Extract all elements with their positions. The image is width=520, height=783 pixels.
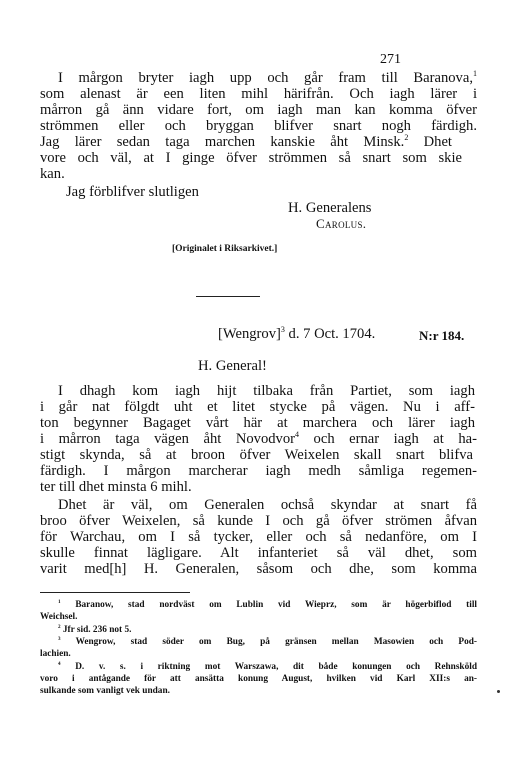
footnote-3-text: Wengrow, stad söder om Bug, på gränsen mellan Masowien och Pod- (75, 637, 478, 647)
letter1-salutation: H. Generalens (288, 200, 372, 216)
footnote-ref-4: 4 (295, 430, 300, 440)
letter2-p1-line-2: i går nat fölgdt uht et litet stycke på vägen. Nu i aff- (40, 399, 475, 415)
letter2-place: [Wengrov] (218, 326, 281, 342)
footnote-1-number: 1 (58, 598, 61, 605)
letter2-p1-line-4-text: i mårron taga vägen åht Novodvor (40, 431, 295, 447)
letter1-line-5-text: Jag lärer sedan taga marchen kanskie åht Minsk. (40, 134, 405, 150)
letter2-date: d. 7 Oct. 1704. (284, 326, 376, 342)
letter2-p1-line-4-tail: och ernar iagh at ha- (299, 431, 477, 447)
letter2-p2-line-3: för Warchau, om I så tycker, eller och så nedanföre, om I (40, 529, 477, 545)
footnote-4-line-2: voro i antågande för att ansätta konung August, hvilken vid Karl XII:s an- (40, 674, 477, 684)
source-note: [Originalet i Riksarkivet.] (172, 244, 278, 254)
page-number: 271 (380, 52, 401, 67)
footnote-2-number: 2 (58, 623, 61, 630)
footnote-3-number: 3 (58, 635, 61, 642)
letter1-line-5 (40, 134, 452, 150)
footnote-2-text: Jfr sid. 236 not 5. (62, 625, 132, 635)
letter2-p1-line-6: färdigh. I mårgon marcherar iagh medh såmliga regemen- (40, 463, 477, 479)
letter1-line-5-tail: Dhet (408, 134, 452, 150)
footnote-2-line-1 (58, 625, 495, 637)
letter2-p2-line-1: Dhet är väl, om Generalen ochså skyndar at snart få (58, 497, 477, 513)
footnote-4-line-3: sulkande som vanligt vek undan. (40, 686, 170, 696)
footnote-ref-2: 2 (404, 133, 409, 143)
margin-mark (497, 690, 500, 693)
letter1-line-1-text: I mårgon bryter iagh upp och går fram till Baranova, (58, 70, 473, 86)
footnote-ref-3: 3 (280, 325, 285, 335)
letter1-line-3: mårron gå änn vidare fort, om iagh man kan komma öfver (40, 102, 477, 118)
letter2-p2-line-4: skulle finnat lägligare. Alt infanteriet så väl dhet, som (40, 545, 477, 561)
letter1-line-7: kan. (40, 166, 65, 182)
letter2-number-label: N:r (419, 328, 439, 343)
letter2-p1-line-3: ton begynner Bagaget vårt här at marchera och lärer iagh (40, 415, 475, 431)
footnote-1-text: Baranow, stad nordväst om Lublin vid Wieprz, som är högerbiflod till (75, 600, 477, 610)
footnote-1-line-2: Weichsel. (40, 612, 78, 622)
footnote-3-line-1 (58, 637, 477, 649)
footnote-4-number: 4 (58, 660, 61, 667)
letter2-p1-line-1: I dhagh kom iagh hijt tilbaka från Partiet, som iagh (58, 383, 475, 399)
letter2-number (419, 328, 464, 344)
footnote-1-line-1 (58, 600, 477, 612)
footnote-3-line-2: lachien. (40, 649, 71, 659)
letter1-line-1 (58, 70, 477, 86)
letter1-signature: Carolus. (316, 216, 367, 231)
letter1-line-2: som alenast är een liten mihl härifrån. Och iagh lärer i (40, 86, 477, 102)
section-divider (196, 296, 260, 297)
footnote-divider (40, 592, 190, 593)
footnote-4-text: D. v. s. i riktning mot Warszawa, dit både konungen och Rehnsköld (75, 662, 478, 672)
letter2-salutation: H. General! (198, 358, 267, 374)
letter2-p2-line-2: broo öfver Weixelen, så kunde I och gå öfver strömen åfvan (40, 513, 477, 529)
letter2-p1-line-5: stigt skynda, så at broon öfver Weixelen skall snart blifva (40, 447, 473, 463)
letter2-number-value: 184. (441, 328, 465, 343)
letter2-place-date (218, 326, 520, 342)
letter1-line-4: strömmen eller och bryggan blifver snart nogh färdigh. (40, 118, 477, 134)
letter1-closing: Jag förblifver slutligen (66, 184, 199, 200)
letter1-line-6: vore och väl, at I ginge öfver strömmen så snart som skie (40, 150, 462, 166)
letter2-p1-line-4 (40, 431, 477, 447)
letter2-p2-line-5: varit med[h] H. Generalen, såsom och dhe, som komma (40, 561, 477, 577)
letter2-p1-line-7: ter till dhet minsta 6 mihl. (40, 479, 192, 495)
footnote-ref-1: 1 (472, 69, 477, 79)
footnote-4-line-1 (58, 662, 477, 674)
